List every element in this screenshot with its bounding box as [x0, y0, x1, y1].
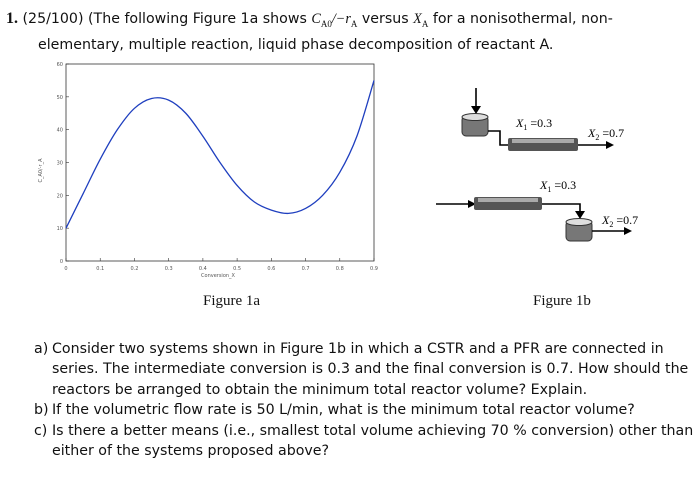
x-tick-label: 0.6: [267, 266, 276, 272]
question-number: 1.: [6, 10, 18, 27]
figure-1a-caption: Figure 1a: [203, 293, 261, 309]
y-tick-label: 30: [56, 160, 63, 167]
expr-sub-xa: A: [421, 18, 429, 29]
pfr-tube-top: [508, 138, 578, 151]
part-label: c): [34, 422, 48, 439]
cstr-tank-top: [462, 114, 488, 137]
part-label: a): [34, 341, 49, 357]
question-part-a: [34, 339, 694, 400]
outlet-arrowhead-bottom: [624, 227, 632, 235]
y-tick-label: 20: [56, 193, 63, 200]
expr-sub-a: A: [350, 18, 358, 29]
connector-top: [488, 131, 508, 145]
expr-sub-a0: A0: [320, 18, 332, 29]
bottom-x1-label: $X_1 =0.3$: [540, 178, 577, 194]
y-tick-label: 60: [56, 62, 63, 68]
question-intro-text-2: for a nonisothermal, non-: [428, 11, 613, 27]
x-tick-label: 0.4: [198, 266, 207, 272]
pfr-tube-bottom: [474, 197, 542, 210]
part-text: Consider two systems shown in Figure 1b in which a CSTR and a PFR are connected in series. The intermediate conversion is 0.3 and the final conversion is 0.7. How should the reactors be arranged to obtain the minimum total reactor volume? Explain.: [52, 341, 689, 398]
y-tick-label: 10: [56, 226, 63, 233]
figure-1b-bottom-system: [436, 178, 638, 241]
outlet-arrowhead-top: [606, 141, 614, 149]
bottom-x2-label: $X_2 =0.7$: [602, 213, 639, 229]
y-tick-label: 0: [59, 259, 63, 265]
feed-arrowhead-top: [471, 106, 481, 114]
y-tick-label: 50: [56, 94, 63, 101]
question-line-2: elementary, multiple reaction, liquid phase decomposition of reactant A.: [38, 36, 554, 53]
versus-text: versus: [357, 11, 414, 27]
x-tick-label: 0.9: [370, 266, 378, 272]
figure-1b-top-system: [462, 88, 624, 151]
figure-1b-caption: Figure 1b: [533, 293, 591, 309]
connector-bottom: [542, 204, 580, 214]
part-text: If the volumetric flow rate is 50 L/min, what is the minimum total reactor volume?: [52, 402, 635, 419]
top-x1-label: $X_1 =0.3$: [516, 116, 553, 132]
top-x2-label: $X_2 =0.7$: [588, 126, 625, 142]
x-tick-label: 0.2: [130, 266, 139, 272]
data-series-line: [66, 80, 374, 228]
question-part-b: [34, 400, 694, 420]
part-label: b): [34, 402, 49, 419]
y-tick-label: 40: [56, 127, 63, 134]
x-axis-label: Conversion_X: [201, 273, 235, 279]
expr-slash: /−r: [331, 11, 351, 27]
question-part-c: [34, 421, 694, 462]
cstr-tank-bottom: [566, 219, 592, 242]
connector-arrowhead-bottom: [575, 211, 585, 219]
part-text: Is there a better means (i.e., smallest total volume achieving 70 % conversion) other than either of the systems proposed above?: [52, 422, 694, 460]
question-parts-list: [34, 339, 694, 461]
x-tick-label: 0.3: [164, 266, 173, 272]
y-axis-label: C_A0/-r_A: [38, 158, 44, 183]
expr-x: X: [413, 11, 422, 27]
x-tick-label: 0: [64, 266, 68, 272]
question-intro-text: (25/100) (The following Figure 1a shows: [22, 11, 312, 27]
x-tick-label: 0.8: [335, 266, 344, 272]
x-tick-label: 0.5: [233, 266, 242, 272]
x-tick-label: 0.1: [96, 266, 105, 272]
x-tick-label: 0.7: [301, 266, 310, 272]
figure-1a-chart: [38, 62, 378, 279]
expr-c: C: [311, 11, 321, 27]
